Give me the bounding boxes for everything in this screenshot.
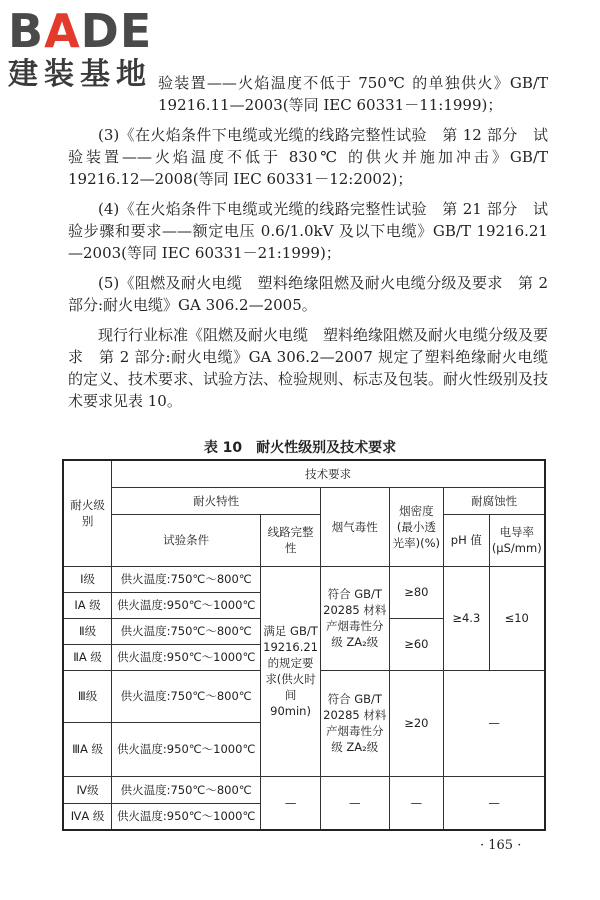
- corrosion-dash: —: [444, 776, 545, 830]
- grade-cell: ⅡA 级: [63, 644, 112, 670]
- paragraph: (4)《在火焰条件下电缆或光缆的线路完整性试验 第 21 部分 试验步骤和要求——额定电压 0.6/1.0kV 及以下电缆》GB/T 19216.21—2003(等同 IEC 60331－21:1999)；: [68, 200, 548, 262]
- grade-cell: Ⅲ级: [63, 670, 112, 722]
- header-integrity: 线路完整性: [261, 514, 321, 566]
- grade-cell: Ⅰ级: [63, 566, 112, 592]
- density-cell: ≥20: [389, 670, 444, 776]
- density-cell: ≥80: [389, 566, 444, 618]
- density-dash: —: [389, 776, 444, 830]
- paragraph: (3)《在火焰条件下电缆或光缆的线路完整性试验 第 12 部分 试验装置——火焰温度不低于 830℃ 的供火并施加冲击》GB/T 19216.12—2008(等同 IEC 60331－12:2002)；: [68, 126, 548, 188]
- logo-subtitle: 建装基地: [8, 57, 152, 92]
- header-grade: 耐火级别: [63, 460, 112, 566]
- header-corrosion: 耐腐蚀性: [444, 487, 545, 514]
- grade-cell: ⅢA 级: [63, 722, 112, 776]
- paragraph: 验装置——火焰温度不低于 750℃ 的单独供火》GB/T 19216.11—2003(等同 IEC 60331－11:1999)；: [158, 74, 548, 114]
- condition-cell: 供火温度:950℃～1000℃: [112, 592, 261, 618]
- header-test-condition: 试验条件: [112, 514, 261, 566]
- paragraph: (5)《阻燃及耐火电缆 塑料绝缘阻燃及耐火电缆分级及要求 第 2 部分:耐火电缆》GA 306.2—2005。: [68, 274, 548, 314]
- header-conductivity: 电导率(μS/mm): [489, 514, 545, 566]
- integrity-requirement: 满足 GB/T 19216.21 的规定要求(供火时间 90min): [261, 566, 321, 776]
- grade-cell: ⅣA 级: [63, 803, 112, 830]
- ph-requirement: ≥4.3: [444, 566, 489, 670]
- body-text: [68, 72, 548, 420]
- integrity-dash: —: [261, 776, 321, 830]
- condition-cell: 供火温度:750℃～800℃: [112, 670, 261, 722]
- grade-cell: Ⅱ级: [63, 618, 112, 644]
- toxicity-requirement: 符合 GB/T 20285 材料产烟毒性分级 ZA₂级: [321, 566, 390, 670]
- page-number: · 165 ·: [480, 838, 522, 853]
- fire-resistance-table: [62, 459, 546, 831]
- conductivity-requirement: ≤10: [489, 566, 545, 670]
- logo-wordmark: BADE: [8, 4, 153, 58]
- paragraph: 现行行业标准《阻燃及耐火电缆 塑料绝缘阻燃及耐火电缆分级及要求 第 2 部分:耐火电缆》GA 306.2—2007 规定了塑料绝缘耐火电缆的定义、技术要求、试验方法、检验规则、标志及包装。耐火性级别及技术要求见表 10。: [68, 326, 549, 410]
- corrosion-dash: —: [444, 670, 545, 776]
- toxicity-requirement: 符合 GB/T 20285 材料产烟毒性分级 ZA₂级: [321, 670, 390, 776]
- condition-cell: 供火温度:950℃～1000℃: [112, 644, 261, 670]
- density-cell: ≥60: [389, 618, 444, 670]
- toxicity-dash: —: [321, 776, 390, 830]
- header-tech: 技术要求: [112, 460, 545, 487]
- condition-cell: 供火温度:950℃～1000℃: [112, 722, 261, 776]
- header-smoke-toxicity: 烟气毒性: [321, 487, 390, 566]
- condition-cell: 供火温度:950℃～1000℃: [112, 803, 261, 830]
- grade-cell: ⅠA 级: [63, 592, 112, 618]
- table-title: 表 10 耐火性级别及技术要求: [203, 440, 397, 456]
- header-smoke-density: 烟密度(最小透光率)(%): [389, 487, 444, 566]
- header-ph: pH 值: [444, 514, 489, 566]
- grade-cell: Ⅳ级: [63, 776, 112, 803]
- header-fire: 耐火特性: [112, 487, 321, 514]
- condition-cell: 供火温度:750℃～800℃: [112, 566, 261, 592]
- condition-cell: 供火温度:750℃～800℃: [112, 618, 261, 644]
- condition-cell: 供火温度:750℃～800℃: [112, 776, 261, 803]
